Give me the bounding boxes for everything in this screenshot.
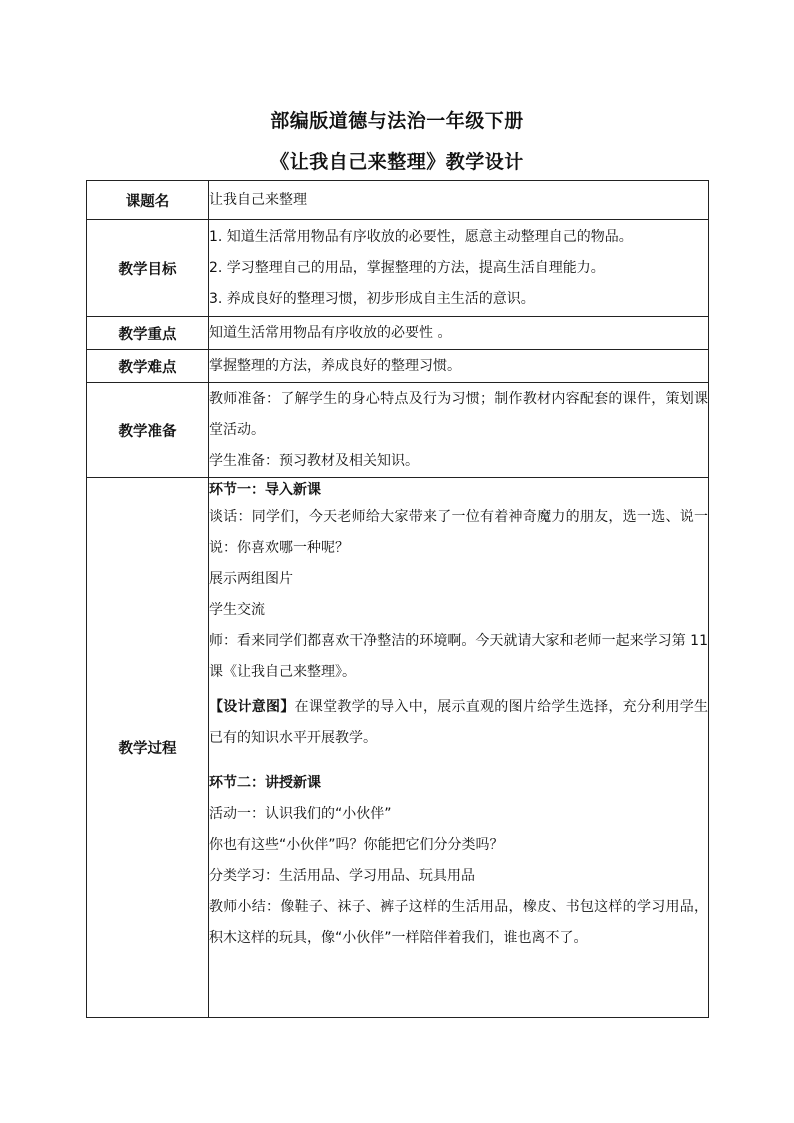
section1-teacher: 师：看来同学们都喜欢干净整洁的环境啊。今天就请大家和老师一起来学习第 11 课《让我自己来整理》。 [209, 633, 708, 680]
goal-item-1: 1. 知道生活常用物品有序收放的必要性，愿意主动整理自己的物品。 [209, 228, 633, 245]
label-process: 教学过程 [87, 478, 209, 1018]
label-goals: 教学目标 [87, 220, 209, 317]
value-key-point [209, 317, 709, 350]
table-row-goals [87, 220, 709, 317]
section1-exchange: 学生交流 [209, 602, 265, 618]
value-topic [209, 181, 709, 220]
table-row-key-point [87, 317, 709, 350]
value-difficulty [209, 350, 709, 383]
section2-classify: 分类学习：生活用品、学习用品、玩具用品 [209, 868, 475, 884]
page-subtitle: 《让我自己来整理》教学设计 [270, 151, 524, 173]
section2-question: 你也有这些“小伙伴”吗？你能把它们分分类吗？ [209, 837, 504, 853]
label-preparation: 教学准备 [87, 383, 209, 478]
section1-title: 环节一：导入新课 [209, 482, 321, 498]
topic-text: 让我自己来整理 [209, 191, 307, 208]
page-title: 部编版道德与法治一年级下册 [270, 110, 524, 132]
design-intent-text: 在课堂教学的导入中，展示直观的图片给学生选择，充分利用学生已有的知识水平开展教学。 [209, 699, 709, 746]
label-difficulty: 教学难点 [87, 350, 209, 383]
value-process [209, 478, 709, 1018]
table-row-process [87, 478, 709, 1018]
table-row-preparation [87, 383, 709, 478]
goal-item-2: 2. 学习整理自己的用品，掌握整理的方法，提高生活自理能力。 [209, 259, 605, 276]
spacer [209, 754, 708, 768]
section2-activity: 活动一：认识我们的“小伙伴” [209, 806, 392, 822]
section1-talk: 谈话：同学们，今天老师给大家带来了一位有着神奇魔力的朋友，选一选、说一说：你喜欢哪一种呢？ [209, 509, 708, 556]
section1-design-intent [209, 692, 708, 754]
student-preparation: 学生准备：预习教材及相关知识。 [209, 452, 419, 469]
label-topic: 课题名 [87, 181, 209, 220]
section2-summary: 教师小结：像鞋子、袜子、裤子这样的生活用品，橡皮、书包这样的学习用品，积木这样的玩具，像“小伙伴”一样陪伴着我们，谁也离不了。 [209, 899, 708, 946]
value-preparation [209, 383, 709, 478]
table-row-difficulty [87, 350, 709, 383]
section2-title: 环节二：讲授新课 [209, 775, 321, 791]
section1-show: 展示两组图片 [209, 571, 293, 587]
label-key-point: 教学重点 [87, 317, 209, 350]
teacher-preparation: 教师准备：了解学生的身心特点及行为习惯；制作教材内容配套的课件，策划课堂活动。 [209, 390, 708, 438]
lesson-plan-table [86, 180, 709, 1018]
design-intent-tag: 【设计意图】 [209, 699, 295, 715]
key-point-text: 知道生活常用物品有序收放的必要性 。 [209, 324, 452, 341]
difficulty-text: 掌握整理的方法，养成良好的整理习惯。 [209, 357, 461, 374]
goal-item-3: 3. 养成良好的整理习惯，初步形成自主生活的意识。 [209, 290, 535, 307]
value-goals [209, 220, 709, 317]
table-row-topic [87, 181, 709, 220]
